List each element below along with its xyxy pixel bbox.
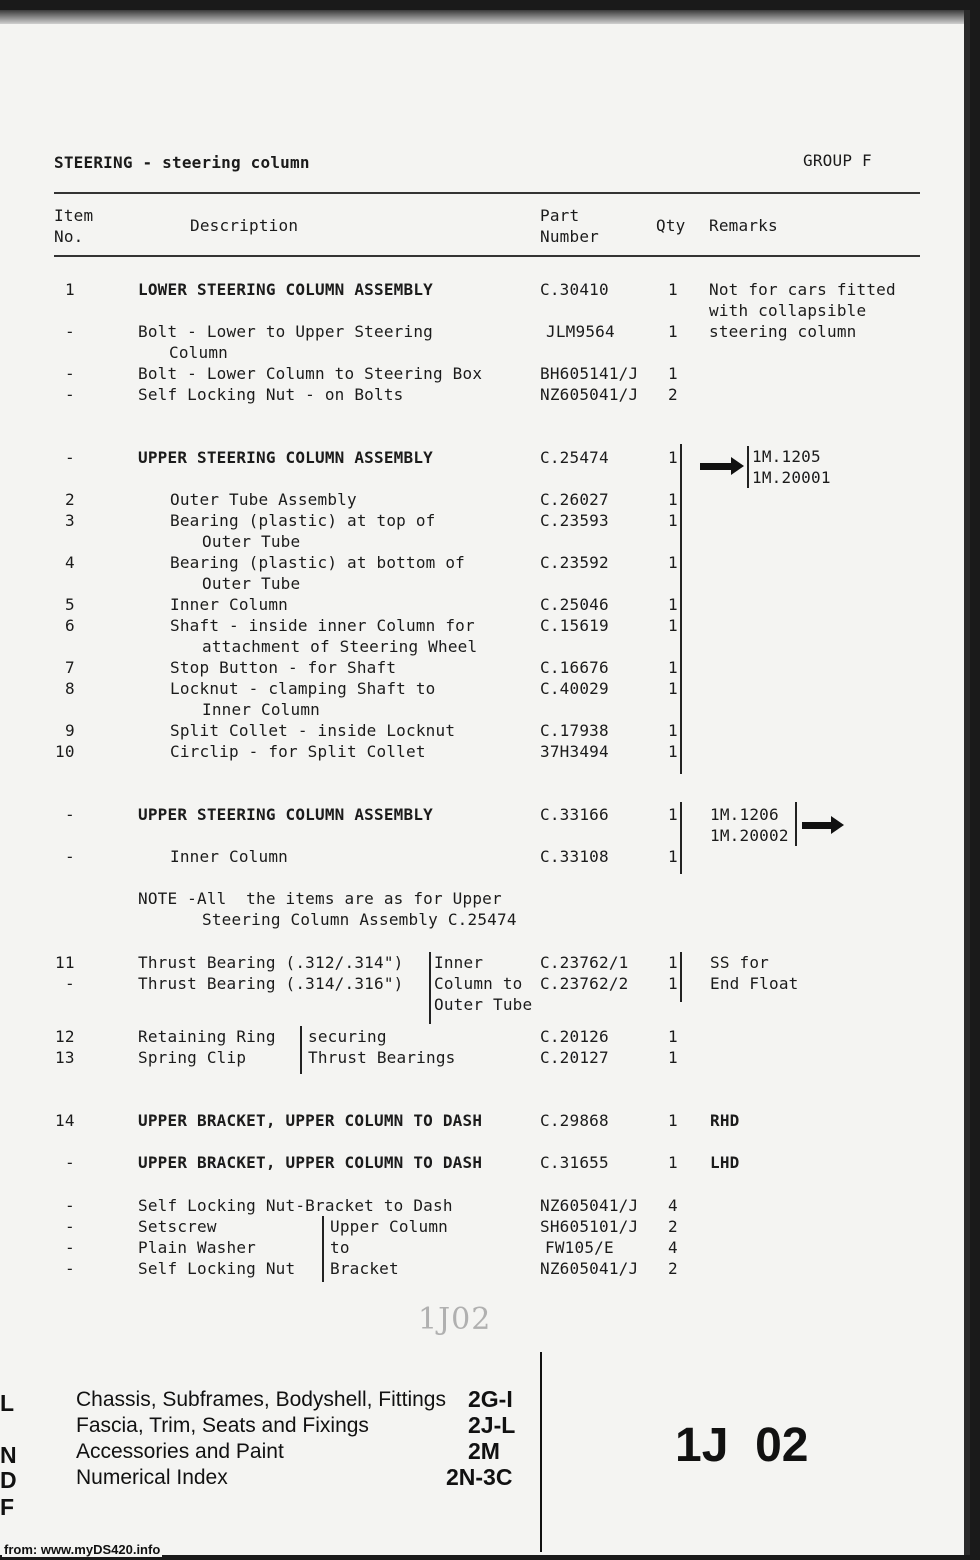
item-no: 5	[65, 595, 75, 614]
description: LOWER STEERING COLUMN ASSEMBLY	[138, 280, 433, 299]
parts-list-page	[0, 10, 970, 1555]
part-number: C.29868	[540, 1111, 609, 1130]
item-no: -	[65, 322, 75, 341]
part-number: C.31655	[540, 1153, 609, 1172]
fiche-number: 1J 02	[675, 1419, 809, 1472]
description: Retaining Ring	[138, 1027, 276, 1046]
description: UPPER BRACKET, UPPER COLUMN TO DASH	[138, 1111, 483, 1130]
part-number: C.33166	[540, 805, 609, 824]
footer-index-code: 2J-L	[468, 1412, 516, 1438]
qty: 1	[668, 490, 678, 509]
description: Thrust Bearing (.312/.314")	[138, 953, 404, 972]
part-number: C.25046	[540, 595, 609, 614]
item-no: 14	[55, 1111, 75, 1130]
col-item-line1: Item	[54, 206, 94, 225]
qty: 1	[668, 742, 678, 761]
part-number: FW105/E	[545, 1238, 614, 1257]
footer-index-code: 2N-3C	[446, 1464, 513, 1490]
footer-side-letter: L	[0, 1390, 15, 1416]
part-number: C.15619	[540, 616, 609, 635]
remarks: SS for	[710, 953, 769, 972]
description: Bearing (plastic) at bottom of	[170, 553, 465, 572]
item-no: -	[65, 1259, 75, 1278]
item-no: 4	[65, 553, 75, 572]
remarks: LHD	[710, 1153, 740, 1172]
bracket-line	[795, 802, 797, 846]
col-description: Description	[190, 216, 299, 235]
item-no: 11	[55, 953, 75, 972]
qty: 1	[668, 805, 678, 824]
description: Bearing (plastic) at top of	[170, 511, 436, 530]
item-no: -	[65, 1153, 75, 1172]
description: Outer Tube	[202, 532, 301, 551]
bracket-note: Bracket	[330, 1259, 399, 1278]
item-no: -	[65, 847, 75, 866]
part-number: C.25474	[540, 448, 609, 467]
remarks: 1M.20001	[752, 468, 831, 487]
bracket-note: securing	[308, 1027, 387, 1046]
arrow-right-icon	[802, 822, 832, 829]
qty: 1	[668, 679, 678, 698]
footer-side-letter: F	[0, 1494, 15, 1520]
item-no: -	[65, 1196, 75, 1215]
qty: 1	[668, 721, 678, 740]
description: UPPER STEERING COLUMN ASSEMBLY	[138, 448, 433, 467]
qty: 4	[668, 1196, 678, 1215]
qty: 2	[668, 1259, 678, 1278]
part-number: C.30410	[540, 280, 609, 299]
part-number: C.23593	[540, 511, 609, 530]
description: Self Locking Nut-Bracket to Dash	[138, 1196, 453, 1215]
item-no: 10	[55, 742, 75, 761]
footer-side-letter: N	[0, 1442, 17, 1468]
qty-bracket-line	[680, 802, 682, 874]
part-number: C.33108	[540, 847, 609, 866]
part-number: C.40029	[540, 679, 609, 698]
bracket-line	[747, 446, 749, 488]
description: Thrust Bearing (.314/.316")	[138, 974, 404, 993]
part-number: JLM9564	[546, 322, 615, 341]
part-number: C.23762/1	[540, 953, 629, 972]
item-no: -	[65, 385, 75, 404]
qty: 1	[668, 322, 678, 341]
qty: 1	[668, 847, 678, 866]
part-number: C.23592	[540, 553, 609, 572]
footer-side-letter: D	[0, 1467, 17, 1493]
footer-index-label: Numerical Index	[76, 1466, 228, 1489]
qty: 1	[668, 974, 678, 993]
description: attachment of Steering Wheel	[202, 637, 478, 656]
qty: 2	[668, 385, 678, 404]
part-number: C.26027	[540, 490, 609, 509]
part-number: BH605141/J	[540, 364, 639, 383]
qty: 4	[668, 1238, 678, 1257]
qty: 1	[668, 1027, 678, 1046]
bracket-note: Column to	[434, 974, 523, 993]
page-title: STEERING - steering column	[54, 153, 310, 172]
part-number: 37H3494	[540, 742, 609, 761]
description: Bolt - Lower Column to Steering Box	[138, 364, 483, 383]
remarks: Not for cars fitted	[709, 280, 896, 299]
description: Inner Column	[202, 700, 320, 719]
description: Outer Tube	[202, 574, 301, 593]
item-no: 7	[65, 658, 75, 677]
part-number: C.20127	[540, 1048, 609, 1067]
item-no: 6	[65, 616, 75, 635]
description: Self Locking Nut - on Bolts	[138, 385, 404, 404]
bracket-line	[322, 1216, 324, 1282]
item-no: 12	[55, 1027, 75, 1046]
remarks: End Float	[710, 974, 799, 993]
note-line: Steering Column Assembly C.25474	[202, 910, 517, 929]
part-number: C.23762/2	[540, 974, 629, 993]
header-rule-top	[54, 192, 920, 194]
item-no: -	[65, 974, 75, 993]
item-no: -	[65, 1238, 75, 1257]
description: Inner Column	[170, 595, 288, 614]
faint-stamp: 1J02	[418, 1302, 492, 1337]
remarks: 1M.20002	[710, 826, 789, 845]
part-number: C.17938	[540, 721, 609, 740]
page-right-edge	[964, 10, 970, 1555]
qty-bracket-line	[680, 952, 682, 1002]
remarks: RHD	[710, 1111, 740, 1130]
remarks: steering column	[709, 322, 857, 341]
description: Split Collet - inside Locknut	[170, 721, 456, 740]
qty: 1	[668, 616, 678, 635]
qty: 1	[668, 1111, 678, 1130]
footer-index-code: 2M	[468, 1438, 500, 1464]
note-line: NOTE -All the items are as for Upper	[138, 889, 502, 908]
qty: 1	[668, 553, 678, 572]
qty: 1	[668, 1153, 678, 1172]
col-item-line2: No.	[54, 227, 84, 246]
item-no: 3	[65, 511, 75, 530]
bracket-line	[429, 952, 431, 1024]
part-number: NZ605041/J	[540, 1196, 639, 1215]
remarks: with collapsible	[709, 301, 867, 320]
part-number: NZ605041/J	[540, 1259, 639, 1278]
item-no: -	[65, 805, 75, 824]
description: Stop Button - for Shaft	[170, 658, 397, 677]
part-number: SH605101/J	[540, 1217, 639, 1236]
part-number: C.16676	[540, 658, 609, 677]
part-number: C.20126	[540, 1027, 609, 1046]
col-remarks: Remarks	[709, 216, 778, 235]
arrow-right-icon	[700, 463, 732, 470]
description: Locknut - clamping Shaft to	[170, 679, 436, 698]
qty: 1	[668, 448, 678, 467]
source-watermark: from: www.myDS420.info	[4, 1542, 161, 1557]
footer-index-code: 2G-I	[468, 1386, 513, 1412]
footer-index-label: Accessories and Paint	[76, 1440, 284, 1463]
item-no: 13	[55, 1048, 75, 1067]
item-no: 2	[65, 490, 75, 509]
remarks: 1M.1205	[752, 447, 821, 466]
footer-index-label: Chassis, Subframes, Bodyshell, Fittings	[76, 1388, 446, 1411]
qty-bracket-line	[680, 444, 682, 774]
item-no: -	[65, 448, 75, 467]
bracket-note: Inner	[434, 953, 484, 972]
remarks: 1M.1206	[710, 805, 779, 824]
qty: 2	[668, 1217, 678, 1236]
description: Bolt - Lower to Upper Steering	[138, 322, 433, 341]
qty: 1	[668, 953, 678, 972]
description: Column	[169, 343, 228, 362]
description: UPPER STEERING COLUMN ASSEMBLY	[138, 805, 433, 824]
qty: 1	[668, 364, 678, 383]
qty: 1	[668, 595, 678, 614]
bracket-note: Upper Column	[330, 1217, 448, 1236]
description: Self Locking Nut	[138, 1259, 296, 1278]
qty: 1	[668, 1048, 678, 1067]
item-no: 1	[65, 280, 75, 299]
group-label: GROUP F	[803, 151, 872, 170]
bracket-note: to	[330, 1238, 350, 1257]
description: Plain Washer	[138, 1238, 256, 1257]
col-part-line2: Number	[540, 227, 599, 246]
description: Spring Clip	[138, 1048, 247, 1067]
qty: 1	[668, 511, 678, 530]
footer-divider	[540, 1352, 542, 1552]
description: Inner Column	[170, 847, 288, 866]
part-number: NZ605041/J	[540, 385, 639, 404]
footer-index-label: Fascia, Trim, Seats and Fixings	[76, 1414, 369, 1437]
description: Outer Tube Assembly	[170, 490, 357, 509]
item-no: -	[65, 364, 75, 383]
qty: 1	[668, 280, 678, 299]
page-top-edge	[0, 10, 970, 24]
bracket-line	[300, 1026, 302, 1074]
description: Shaft - inside inner Column for	[170, 616, 475, 635]
description: UPPER BRACKET, UPPER COLUMN TO DASH	[138, 1153, 483, 1172]
bracket-note: Outer Tube	[434, 995, 533, 1014]
qty: 1	[668, 658, 678, 677]
bracket-note: Thrust Bearings	[308, 1048, 456, 1067]
item-no: 9	[65, 721, 75, 740]
col-part-line1: Part	[540, 206, 580, 225]
description: Circlip - for Split Collet	[170, 742, 426, 761]
col-qty: Qty	[656, 216, 686, 235]
item-no: 8	[65, 679, 75, 698]
description: Setscrew	[138, 1217, 217, 1236]
item-no: -	[65, 1217, 75, 1236]
header-rule-bottom	[54, 255, 920, 257]
